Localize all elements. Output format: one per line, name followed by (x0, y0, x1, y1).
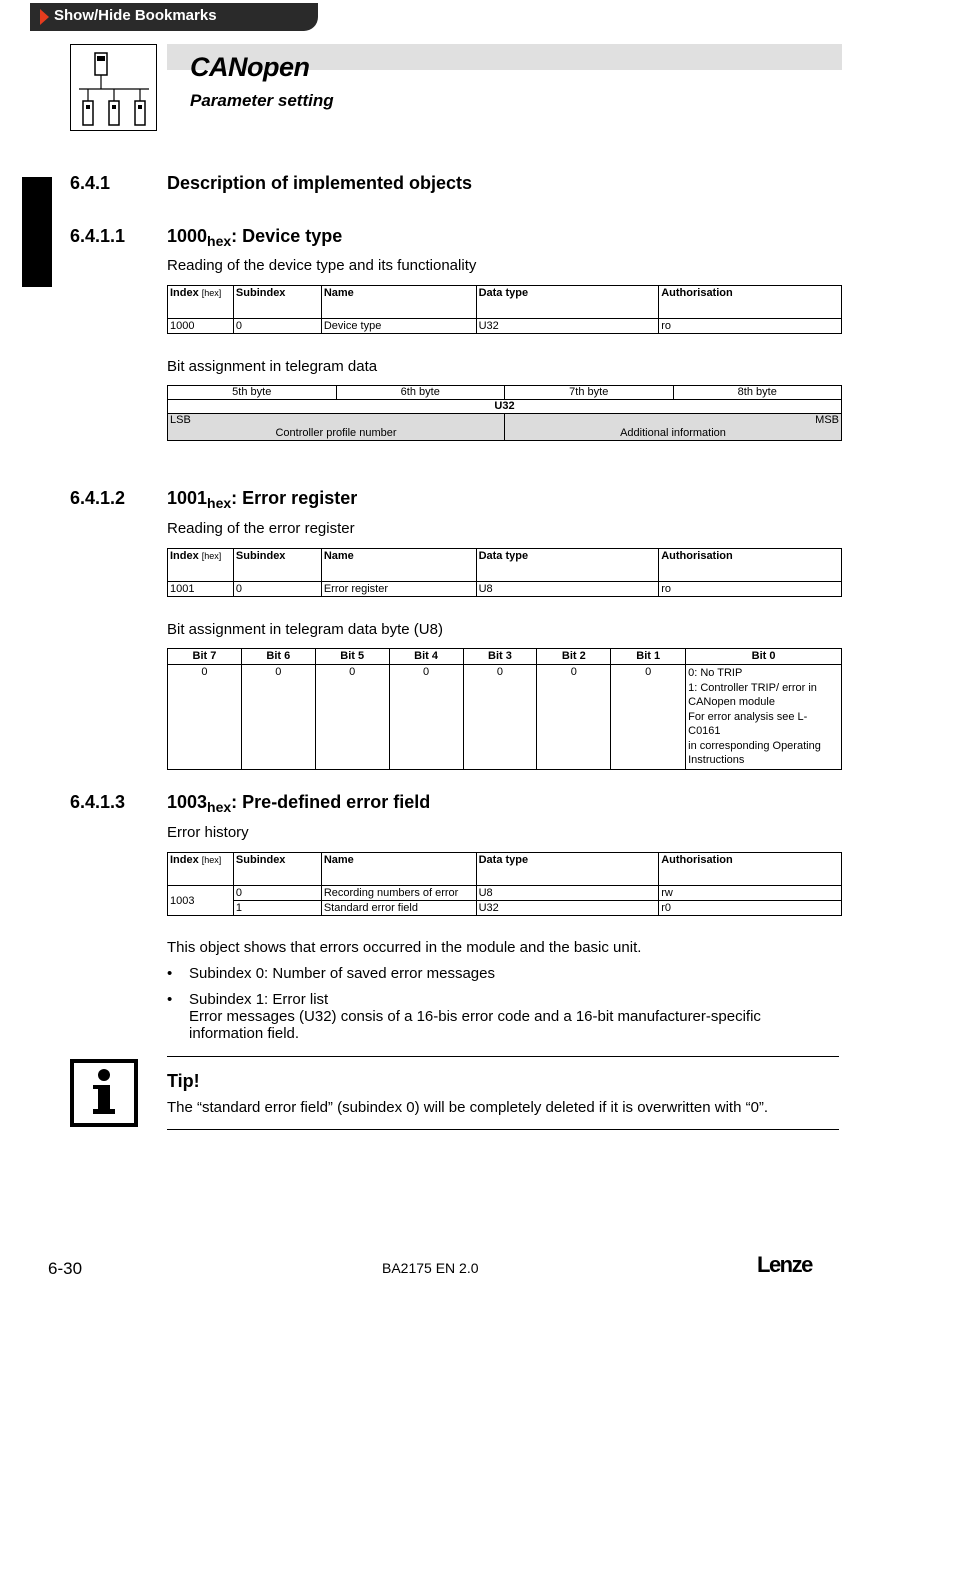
chapter-marker (22, 177, 52, 287)
low-word-label: Controller profile number (168, 427, 505, 441)
data-type-label: U32 (168, 400, 842, 414)
byte-6: 6th byte (336, 386, 505, 400)
object-description: Reading of the device type and its functionality (167, 257, 477, 274)
document-id: BA2175 EN 2.0 (382, 1260, 479, 1276)
page-subtitle: Parameter setting (190, 91, 334, 110)
bit0-line: 0: No TRIP (688, 667, 743, 679)
subsection-title: $1001_{hex}$: Error register (167, 488, 358, 511)
header-name: Name (321, 853, 476, 886)
cell-name: Standard error field (321, 901, 476, 916)
header-bit-0: Bit 0 (686, 649, 842, 665)
table-row (168, 901, 842, 916)
subsection-number: 6.4.1.2 (70, 488, 126, 508)
cell-datatype: U8 (476, 582, 659, 597)
header-datatype: Data type (476, 286, 659, 319)
cell-bit-0 (686, 665, 842, 770)
header-datatype: Data type (476, 549, 659, 582)
cell-subindex: 0 (233, 319, 321, 334)
byte-5: 5th byte (168, 386, 337, 400)
object-description: Error history (167, 824, 249, 841)
header-bit-6: Bit 6 (241, 649, 315, 665)
object-table (167, 285, 842, 334)
subsection-number: 6.4.1.3 (70, 792, 126, 812)
tip-title: Tip! (167, 1071, 200, 1091)
header-index: Index [hex] (168, 286, 234, 319)
cell-authorisation: rw (659, 886, 842, 901)
section-title: Description of implemented objects (167, 173, 473, 193)
bit0-line: in corresponding Operating (688, 739, 821, 752)
header-index: Index [hex] (168, 549, 234, 582)
cell-name: Device type (321, 319, 476, 334)
network-diagram-icon (70, 44, 157, 131)
high-word-label: Additional information (505, 427, 842, 441)
table-row (168, 665, 842, 770)
bit0-line: Instructions (688, 754, 745, 766)
cell-bit-5: 0 (315, 665, 389, 770)
subsection-number: 6.4.1.1 (70, 226, 126, 246)
bullet-dot: • (167, 991, 173, 1008)
cell-authorisation: ro (659, 319, 842, 334)
object-description: Reading of the error register (167, 520, 355, 537)
cell-subindex: 1 (233, 901, 321, 916)
bit-table (167, 648, 842, 770)
header-bit-1: Bit 1 (611, 649, 686, 665)
page-number: 6-30 (48, 1259, 83, 1278)
bullet-body (189, 991, 829, 1042)
cell-bit-2: 0 (537, 665, 611, 770)
object-table (167, 548, 842, 597)
cell-bit-3: 0 (463, 665, 537, 770)
object-table (167, 852, 842, 916)
header-authorisation: Authorisation (659, 853, 842, 886)
cell-name: Error register (321, 582, 476, 597)
tip-text: The “standard error field” (subindex 0) will be completely deleted if it is overwritten with “0”. (167, 1099, 769, 1116)
cell-datatype: U32 (476, 901, 659, 916)
header-bit-2: Bit 2 (537, 649, 611, 665)
table-row (168, 886, 842, 901)
subsection-title: $1003_{hex}$: Pre-defined error field (167, 792, 431, 815)
byte-layout-table (167, 385, 842, 441)
byte-8: 8th byte (673, 386, 842, 400)
section-number: 6.4.1 (70, 173, 111, 193)
header-name: Name (321, 286, 476, 319)
cell-index: 1000 (168, 319, 234, 334)
bullet-text: Subindex 1: Error list (189, 991, 329, 1008)
cell-datatype: U32 (476, 319, 659, 334)
header-authorisation: Authorisation (659, 286, 842, 319)
table-row (168, 319, 842, 334)
msb-label: MSB (505, 414, 842, 428)
divider (167, 1056, 839, 1057)
cell-authorisation: ro (659, 582, 842, 597)
divider (167, 1129, 839, 1130)
bit-assignment-title: Bit assignment in telegram data byte (U8) (167, 621, 443, 638)
header-bit-5: Bit 5 (315, 649, 389, 665)
bullet-text: Subindex 0: Number of saved error messages (189, 965, 495, 982)
cell-subindex: 0 (233, 582, 321, 597)
header-subindex: Subindex (233, 286, 321, 319)
cell-index: 1001 (168, 582, 234, 597)
header-subindex: Subindex (233, 853, 321, 886)
bit0-line: 1: Controller TRIP/ error in (688, 681, 817, 694)
cell-index: 1003 (168, 886, 234, 916)
cell-subindex: 0 (233, 886, 321, 901)
header-name: Name (321, 549, 476, 582)
header-datatype: Data type (476, 853, 659, 886)
header-bit-7: Bit 7 (168, 649, 242, 665)
object-summary: This object shows that errors occurred in the module and the basic unit. (167, 939, 642, 956)
lsb-label: LSB (168, 414, 505, 428)
cell-authorisation: r0 (659, 901, 842, 916)
byte-7: 7th byte (505, 386, 674, 400)
bit-assignment-title: Bit assignment in telegram data (167, 358, 378, 375)
cell-bit-1: 0 (611, 665, 686, 770)
bit0-line: For error analysis see L-C0161 (688, 710, 808, 737)
bookmark-arrow-icon (40, 9, 49, 25)
table-row (168, 582, 842, 597)
header-authorisation: Authorisation (659, 549, 842, 582)
bullet-detail: Error messages (U32) consis of a 16-bis error code and a 16-bit manufacturer-specific information field. (189, 1008, 761, 1042)
subsection-title: $1000_{hex}$: Device type (167, 226, 343, 249)
cell-bit-7: 0 (168, 665, 242, 770)
cell-name: Recording numbers of error (321, 886, 476, 901)
brand-logo: Lenze (757, 1252, 812, 1277)
info-icon (70, 1059, 138, 1127)
bookmarks-label[interactable]: Show/Hide Bookmarks (54, 7, 217, 24)
header-bit-3: Bit 3 (463, 649, 537, 665)
bit0-line: CANopen module (688, 696, 775, 708)
page-title: CANopen (190, 52, 310, 82)
cell-bit-6: 0 (241, 665, 315, 770)
cell-datatype: U8 (476, 886, 659, 901)
cell-bit-4: 0 (389, 665, 463, 770)
header-bit-4: Bit 4 (389, 649, 463, 665)
header-subindex: Subindex (233, 549, 321, 582)
header-index: Index [hex] (168, 853, 234, 886)
bullet-dot: • (167, 965, 173, 982)
